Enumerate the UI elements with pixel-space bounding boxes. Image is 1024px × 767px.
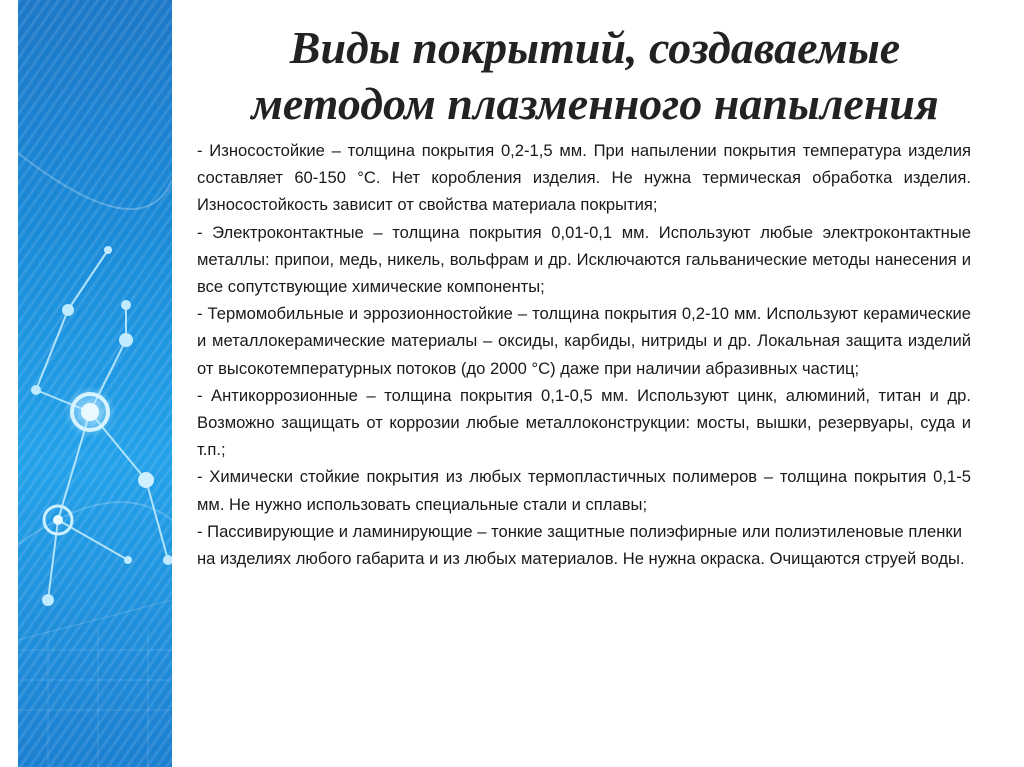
decorative-side-panel: [18, 0, 172, 767]
slide-title-line-2: методом плазменного напыления: [251, 78, 939, 129]
molecule-network-graphic: [18, 0, 172, 767]
paragraph-passivating: - Пассивирующие и ламинирующие – тонкие защитные полиэфирные или полиэтиленовые пленки на изделиях любого габарита и из любых материалов. Не нужна окраска. Очищаются струей воды.: [197, 521, 965, 569]
paragraph-thermal-erosion: - Термомобильные и эррозионностойкие – толщина покрытия 0,2-10 мм. Используют керамические и металлокерамические материалы – оксиды, карбиды, нитриды и др. Локальная защита изделий от высокотемпературных потоков (до 2000 °С) даже при наличии абразивных частиц;: [197, 304, 971, 378]
coating-types-list: [197, 137, 971, 572]
slide-title: [180, 20, 1010, 132]
paragraph-wear-resistant: - Износостойкие – толщина покрытия 0,2-1,5 мм. При напылении покрытия температура изделия составляет 60-150 °С. Нет коробления изделия. Не нужна термическая обработка изделия. Износостойкость зависит от свойства материала покрытия;: [197, 141, 971, 215]
paragraph-chemical-resistant: - Химически стойкие покрытия из любых термопластичных полимеров – толщина покрытия 0,1-5 мм. Не нужно использовать специальные стали и сплавы;: [197, 467, 971, 514]
slide-title-line-1: Виды покрытий, создаваемые: [289, 22, 901, 73]
paragraph-electrocontact: - Электроконтактные – толщина покрытия 0,01-0,1 мм. Используют любые электроконтактные металлы: припои, медь, никель, вольфрам и др. Исключаются гальванические методы нанесения и все сопутствующие химические компоненты;: [197, 222, 971, 297]
paragraph-anticorrosion: - Антикоррозионные – толщина покрытия 0,1-0,5 мм. Используют цинк, алюминий, титан и др. Возможно защищать от коррозии любые металлоконструкции: мосты, вышки, резервуары, суда и т.п.;: [197, 385, 971, 460]
